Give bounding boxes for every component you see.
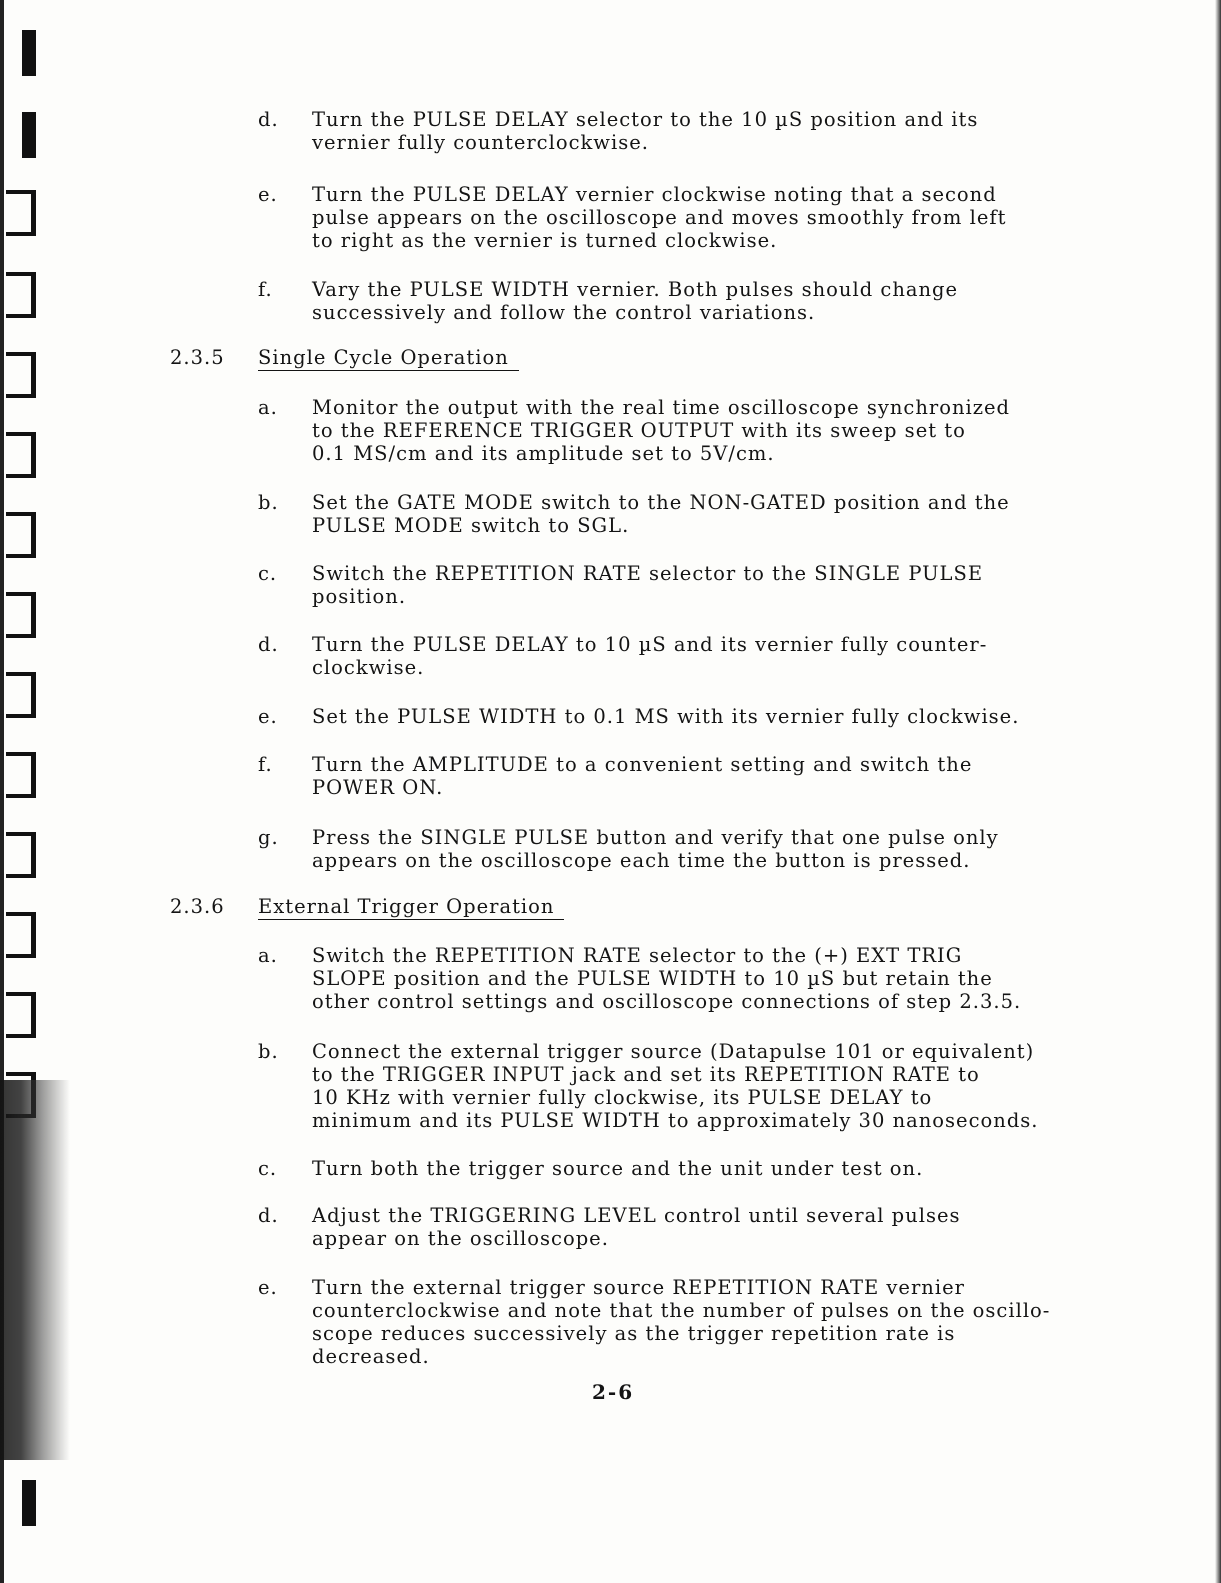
step-letter: e. <box>258 1276 278 1299</box>
step-letter: c. <box>258 1157 278 1180</box>
binder-hole <box>6 272 36 318</box>
section-number: 2.3.5 <box>170 346 225 369</box>
section-number: 2.3.6 <box>170 895 225 918</box>
step-text: Turn the PULSE DELAY vernier clockwise noting that a second pulse appears on the oscilloscope and moves smoothly from left to right as the vernier is turned clockwise. <box>312 183 1007 252</box>
step-letter: f. <box>258 278 273 301</box>
step-text: Turn the PULSE DELAY selector to the 10 µS position and its vernier fully counterclockwise. <box>312 108 979 154</box>
step-letter: f. <box>258 753 273 776</box>
binder-hole <box>6 190 36 236</box>
step-letter: b. <box>258 491 279 514</box>
binder-hole <box>6 672 36 718</box>
step-text: Monitor the output with the real time oscilloscope synchronized to the REFERENCE TRIGGER OUTPUT with its sweep set to 0.1 MS/cm and its amplitude set to 5V/cm. <box>312 396 1011 465</box>
binder-hole <box>6 432 36 478</box>
step-letter: d. <box>258 1204 279 1227</box>
scan-shadow <box>0 1080 70 1460</box>
section-title: External Trigger Operation <box>258 895 564 920</box>
binder-hole <box>6 352 36 398</box>
binder-hole <box>6 512 36 558</box>
binder-hole <box>22 112 36 158</box>
step-text: Set the PULSE WIDTH to 0.1 MS with its vernier fully clockwise. <box>312 705 1020 728</box>
step-text: Press the SINGLE PULSE button and verify that one pulse only appears on the oscilloscope each time the button is pressed. <box>312 826 999 872</box>
binder-edge <box>0 0 60 1583</box>
step-text: Turn the external trigger source REPETITION RATE vernier counterclockwise and note that the number of pulses on the oscillo- scope reduces successively as the trigger repetition rate is decreased. <box>312 1276 1051 1368</box>
step-letter: c. <box>258 562 278 585</box>
binder-hole <box>22 30 36 76</box>
page-number: 2-6 <box>592 1380 635 1404</box>
binder-hole <box>22 1480 36 1526</box>
step-letter: e. <box>258 183 278 206</box>
binder-hole <box>6 832 36 878</box>
step-text: Switch the REPETITION RATE selector to the (+) EXT TRIG SLOPE position and the PULSE WIDTH to 10 µS but retain the other control settings and oscilloscope connections of step 2.3.5. <box>312 944 1022 1013</box>
binder-hole <box>6 752 36 798</box>
step-text: Adjust the TRIGGERING LEVEL control until several pulses appear on the oscilloscope. <box>312 1204 961 1250</box>
binder-hole <box>6 592 36 638</box>
step-text: Vary the PULSE WIDTH vernier. Both pulses should change successively and follow the control variations. <box>312 278 959 324</box>
step-text: Turn the PULSE DELAY to 10 µS and its vernier fully counter- clockwise. <box>312 633 988 679</box>
binder-hole <box>6 992 36 1038</box>
page-right-edge <box>1215 0 1221 1583</box>
step-letter: d. <box>258 108 279 131</box>
step-text: Turn both the trigger source and the unit under test on. <box>312 1157 924 1180</box>
step-text: Turn the AMPLITUDE to a convenient setting and switch the POWER ON. <box>312 753 973 799</box>
step-letter: b. <box>258 1040 279 1063</box>
step-letter: g. <box>258 826 279 849</box>
step-text: Switch the REPETITION RATE selector to the SINGLE PULSE position. <box>312 562 984 608</box>
step-letter: d. <box>258 633 279 656</box>
step-text: Set the GATE MODE switch to the NON-GATED position and the PULSE MODE switch to SGL. <box>312 491 1010 537</box>
step-letter: a. <box>258 944 278 967</box>
step-letter: a. <box>258 396 278 419</box>
section-title: Single Cycle Operation <box>258 346 519 371</box>
binder-hole <box>6 912 36 958</box>
step-letter: e. <box>258 705 278 728</box>
step-text: Connect the external trigger source (Datapulse 101 or equivalent) to the TRIGGER INPUT jack and set its REPETITION RATE to 10 KHz with vernier fully clockwise, its PULSE DELAY to minimum and its PULSE WIDTH to approximately 30 nanoseconds. <box>312 1040 1039 1132</box>
